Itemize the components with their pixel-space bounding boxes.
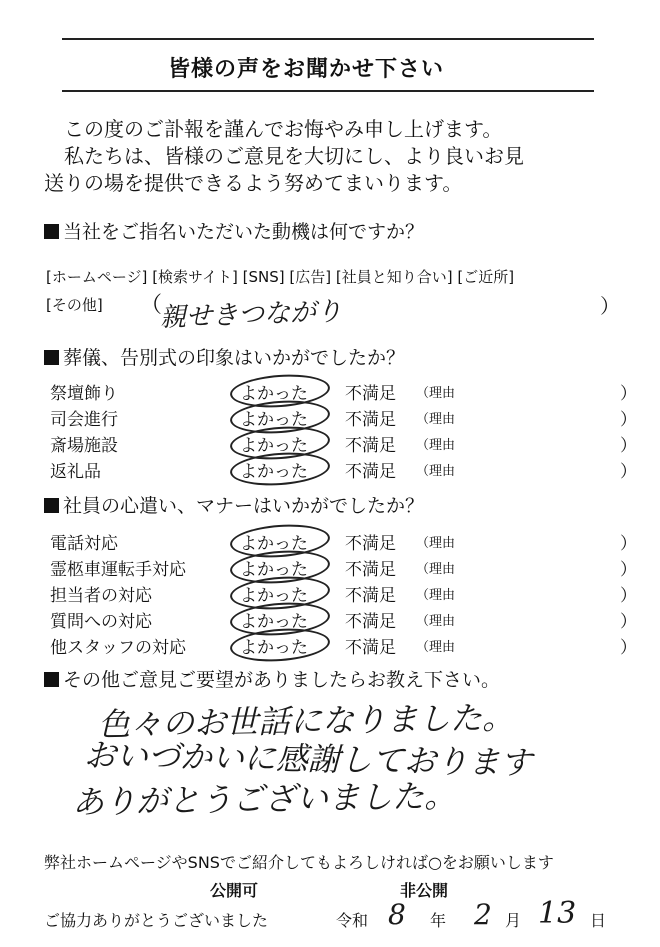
row-label: 霊柩車運転手対応 [50,560,186,580]
square-bullet-icon [44,350,59,365]
year-value: 8 [388,898,406,931]
bad-option[interactable]: 不満足 [345,638,396,658]
q3-row-staff-in-charge [50,581,637,607]
reason-label: （理由 [416,562,456,577]
q3-row-phone [50,529,637,555]
reason-label: （理由 [416,536,456,551]
other-open-paren: （ [140,293,163,318]
header-bottom-rule [62,90,594,92]
q3-heading-text: 社員の心遣い、マナーはいかがでしたか？ [63,495,425,517]
reason-close-paren: ） [620,612,637,632]
row-label: 返礼品 [50,462,101,482]
month-unit: 月 [505,911,522,930]
page-title: 皆様の声をお聞かせ下さい [168,57,445,82]
year-unit: 年 [430,911,447,930]
reason-label: （理由 [416,412,456,427]
q4-heading-text: その他ご意見ご要望がありましたらお教え下さい。 [63,669,501,691]
option-sns[interactable]: [SNS] [242,268,285,286]
square-bullet-icon [44,498,59,513]
q2-row-venue [50,431,637,457]
reason-label: （理由 [416,464,456,479]
reason-close-paren: ） [620,436,637,456]
reason-label: （理由 [416,640,456,655]
intro-line-3: 送りの場を提供できるよう努めてまいります。 [44,171,463,195]
good-option[interactable]: よかった [240,638,308,658]
row-label: 電話対応 [50,534,118,554]
thanks-text: ご協力ありがとうございました [44,911,269,930]
bad-option[interactable]: 不満足 [345,384,396,404]
intro-line-2: 私たちは、皆様のご意見を大切にし、より良いお見 [64,144,524,168]
comment-line-3: ありがとうございました。 [71,776,457,822]
q2-heading-text: 葬儀、告別式の印象はいかがでしたか？ [63,347,406,369]
bad-option[interactable]: 不満足 [345,462,396,482]
good-option[interactable]: よかった [240,436,308,456]
bad-option[interactable]: 不満足 [345,560,396,580]
row-label: 担当者の対応 [50,586,152,606]
bad-option[interactable]: 不満足 [345,612,396,632]
good-option[interactable]: よかった [240,410,308,430]
q4-heading [44,665,500,692]
good-option[interactable]: よかった [240,384,308,404]
option-other[interactable]: [その他] [46,296,103,314]
reason-close-paren: ） [620,560,637,580]
q2-row-mc [50,405,637,431]
reason-label: （理由 [416,588,456,603]
reason-label: （理由 [416,438,456,453]
bad-option[interactable]: 不満足 [345,534,396,554]
comment-line-2: おいづかいに感謝しております [83,736,533,782]
row-label: 斎場施設 [50,436,118,456]
row-label: 祭壇飾り [50,384,118,404]
reason-label: （理由 [416,386,456,401]
q3-row-other-staff [50,633,637,659]
reason-close-paren: ） [620,586,637,606]
q1-heading [44,217,424,244]
bad-option[interactable]: 不満足 [345,410,396,430]
good-option[interactable]: よかった [240,462,308,482]
reason-close-paren: ） [620,534,637,554]
q3-heading [44,491,424,518]
reason-label: （理由 [416,614,456,629]
bad-option[interactable]: 不満足 [345,586,396,606]
other-handwritten-answer: 親せきつながり [159,296,343,334]
row-label: 質問への対応 [50,612,152,632]
era-label: 令和 [336,911,369,930]
option-neighborhood[interactable]: [ご近所] [457,268,515,286]
reason-close-paren: ） [620,410,637,430]
option-search-site[interactable]: [検索サイト] [152,268,238,286]
reason-close-paren: ） [620,462,637,482]
option-homepage[interactable]: [ホームページ] [46,268,148,286]
comment-line-1: 色々のお世話になりました。 [97,698,515,744]
square-bullet-icon [44,672,59,687]
reason-close-paren: ） [620,638,637,658]
consent-text: 弊社ホームページやSNSでご紹介してもよろしければ○をお願いします [44,853,554,872]
day-unit: 日 [590,911,607,930]
good-option[interactable]: よかった [240,612,308,632]
day-value: 13 [538,896,577,931]
reason-close-paren: ） [620,384,637,404]
other-close-paren: ） [600,294,620,318]
header-top-rule [62,38,594,40]
q2-heading [44,343,405,370]
private-option[interactable]: 非公開 [400,881,449,900]
row-label: 司会進行 [50,410,118,430]
month-value: 2 [474,898,492,931]
good-option[interactable]: よかった [240,586,308,606]
row-label: 他スタッフの対応 [50,638,186,658]
intro-line-1: この度のご訃報を謹んでお悔やみ申し上げます。 [64,117,503,141]
good-option[interactable]: よかった [240,534,308,554]
square-bullet-icon [44,224,59,239]
q2-row-gifts [50,457,637,483]
bad-option[interactable]: 不満足 [345,436,396,456]
option-ad[interactable]: [広告] [289,268,332,286]
q3-row-hearse [50,555,637,581]
option-acquaintance[interactable]: [社員と知り合い] [335,268,453,286]
public-option[interactable]: 公開可 [210,881,259,900]
q2-row-altar [50,379,637,405]
q1-options [46,266,514,287]
q1-heading-text: 当社をご指名いただいた動機は何ですか？ [63,221,425,243]
q3-row-questions [50,607,637,633]
good-option[interactable]: よかった [240,560,308,580]
